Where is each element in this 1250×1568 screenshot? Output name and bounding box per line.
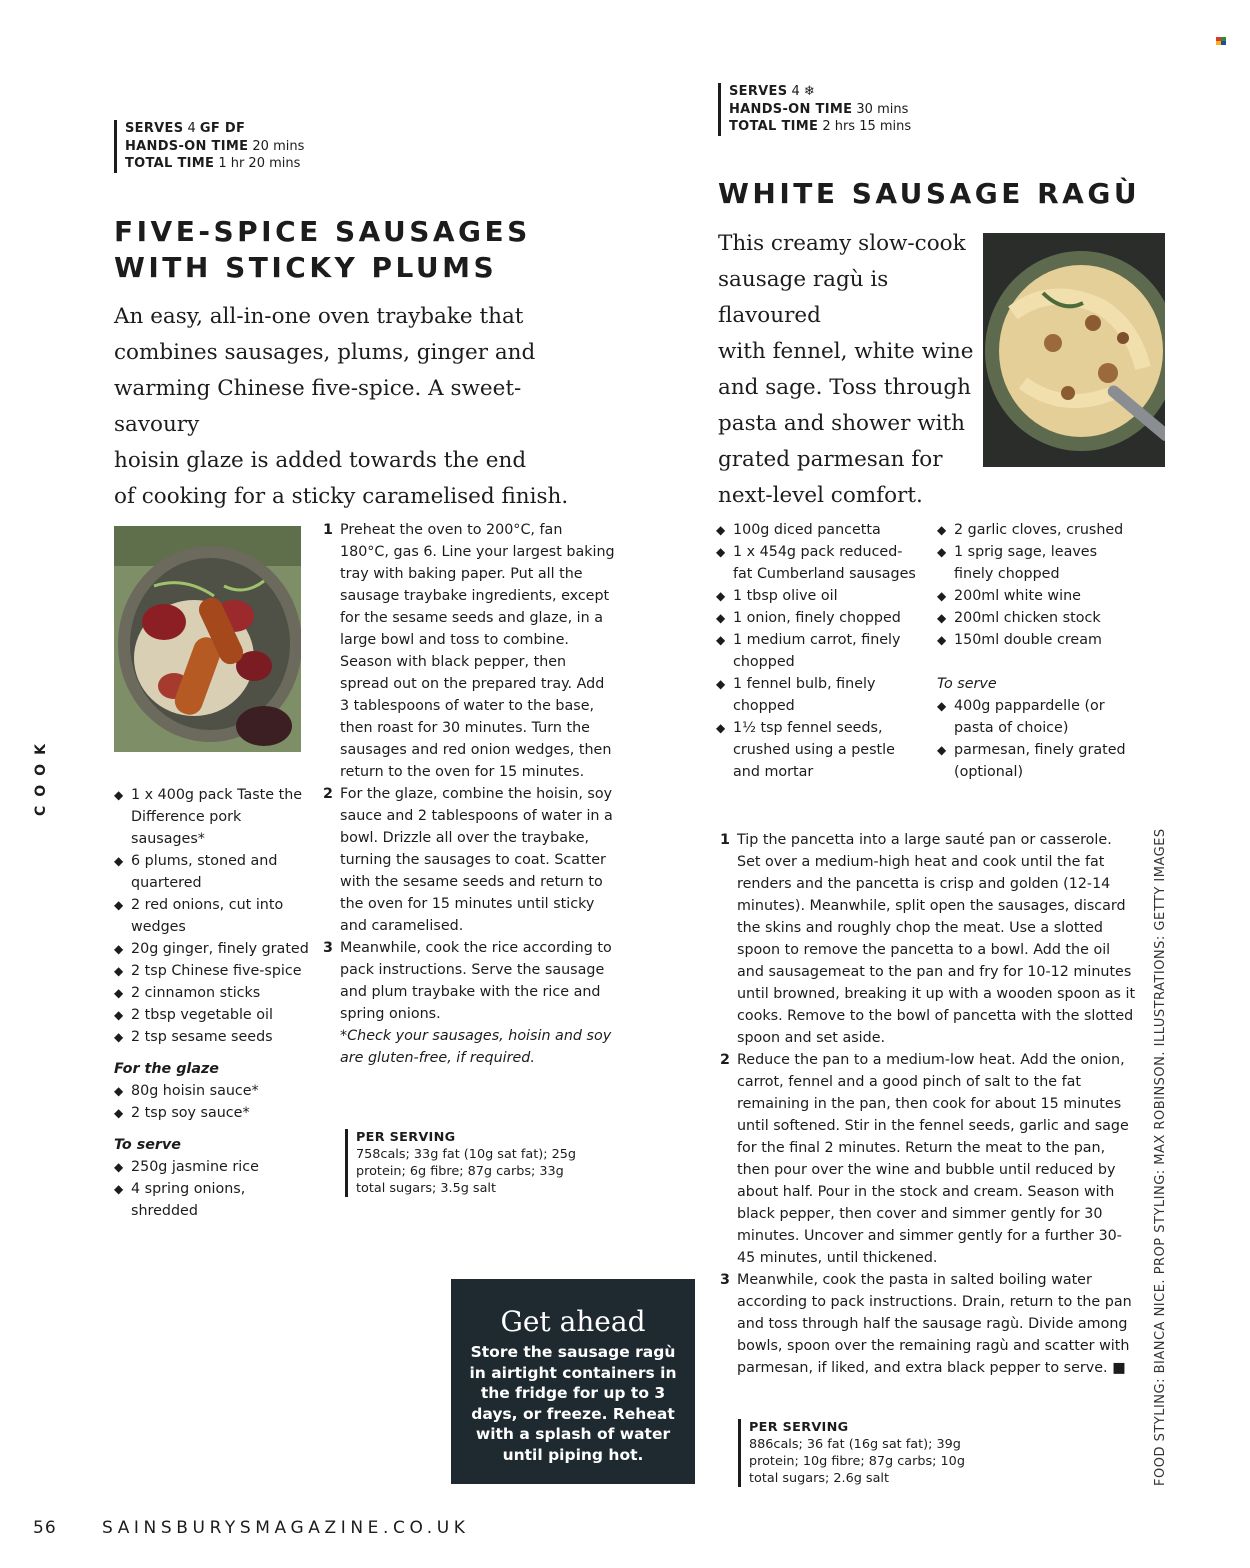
total-time-label: TOTAL TIME xyxy=(125,156,215,171)
intro-line: pasta and shower with xyxy=(718,411,965,436)
step-text: Meanwhile, cook the pasta in salted boiling water according to pack instructions. Drain, return to the pan and toss through half the sausage ragù. Divide among bowls, spoon over the remaining ragù and scatter with parmesan, if liked, and extra black pepper to serve. xyxy=(737,1272,1132,1376)
intro-line: combines sausages, plums, ginger and xyxy=(114,340,536,365)
serve-heading: To serve xyxy=(114,1137,181,1153)
serves-label: SERVES xyxy=(125,121,184,136)
step-text: Tip the pancetta into a large sauté pan or casserole. Set over a medium-high heat and cook until the fat renders and the pancetta is crisp and golden (12-14 minutes). Meanwhile, split open the sausages, discard the skins and roughly chop the meat. Use a slotted spoon to remove the pancetta to a bowl. Add the oil and sausagemeat to the pan and fry for 10-12 minutes until browned, breaking it up with a wooden spoon as it cooks. Remove to the bowl of pancetta with the slotted spoon and set aside. xyxy=(737,832,1136,1046)
intro-line: hoisin glaze is added towards the end xyxy=(114,448,527,473)
method-step xyxy=(323,937,615,1025)
hands-on-label: HANDS-ON TIME xyxy=(125,138,249,154)
step-text: Reduce the pan to a medium-low heat. Add the onion, carrot, fennel and a good pinch of salt to the fat remaining in the pan, then cook for about 15 minutes until softened. Stir in the fennel seeds, garlic and sage for the final 2 minutes. Return the meat to the pan, then pour over the wine and bubble until reduced by about half. Pour in the stock and cream. Season with black pepper, then cover and simmer gently for 30 minutes. Uncover and simmer gently for a further 30-45 minutes, until thickened. xyxy=(737,1052,1129,1266)
step-text: For the glaze, combine the hoisin, soy sauce and 2 tablespoons of water in a bowl. Drizzle all over the traybake, turning the sausages to coat. Scatter with the sesame seeds and return to the oven for 15 minutes until sticky and caramelised. xyxy=(340,786,613,934)
ingredient-item: ◆ 2 tbsp vegetable oil xyxy=(114,1004,314,1026)
ingredient-item: ◆ 1 x 400g pack Taste the Difference pork sausages* xyxy=(114,784,314,850)
step-text: Meanwhile, cook the rice according to pack instructions. Serve the sausage and plum traybake with the rice and spring onions. xyxy=(340,940,612,1022)
hands-on-value: 20 mins xyxy=(252,138,305,154)
section-label: COOK xyxy=(33,735,49,816)
ingredient-item: ◆ 1 sprig sage, leaves finely chopped xyxy=(937,541,1137,585)
left-recipe-title xyxy=(114,214,574,286)
magazine-url[interactable]: SAINSBURYSMAGAZINE.CO.UK xyxy=(102,1518,470,1538)
snowflake-icon: ❄ xyxy=(803,84,815,99)
ingredient-item: ◆ 2 garlic cloves, crushed xyxy=(937,519,1137,541)
serves-label: SERVES xyxy=(729,84,788,99)
left-intro xyxy=(114,299,584,515)
ingredient-item: ◆ 20g ginger, finely grated xyxy=(114,938,314,960)
step-number: 1 xyxy=(323,522,333,538)
method-step xyxy=(720,1269,1138,1379)
total-time-value: 2 hrs 15 mins xyxy=(822,119,912,134)
nutrition-text: 758cals; 33g fat (10g sat fat); 25g protein; 6g fibre; 87g carbs; 33g total sugars; 3.5g salt xyxy=(356,1147,577,1196)
serve-item: ◆ 4 spring onions, shredded xyxy=(114,1178,314,1222)
serves-value: 4 xyxy=(791,84,800,99)
step-text: Preheat the oven to 200°C, fan 180°C, gas 6. Line your largest baking tray with baking paper. Put all the sausage traybake ingredients, except for the sesame seeds and glaze, in a large bowl and toss to combine. Season with black pepper, then spread out on the prepared tray. Add 3 tablespoons of water to the base, then roast for 30 minutes. Turn the sausages and red onion wedges, then return to the oven for 15 minutes. xyxy=(340,522,615,780)
nutrition-label: PER SERVING xyxy=(749,1420,849,1435)
nutrition-label: PER SERVING xyxy=(356,1130,456,1145)
ingredient-item: ◆ 100g diced pancetta xyxy=(716,519,916,541)
ingredient-item: ◆ 2 red onions, cut into wedges xyxy=(114,894,314,938)
hands-on-label: HANDS-ON TIME xyxy=(729,101,853,117)
end-mark-icon: ■ xyxy=(1112,1360,1126,1376)
intro-line: next-level comfort. xyxy=(718,483,923,508)
ingredient-item: ◆ 2 tsp sesame seeds xyxy=(114,1026,314,1048)
left-recipe-meta xyxy=(114,120,385,173)
get-ahead-box xyxy=(451,1279,695,1484)
get-ahead-title: Get ahead xyxy=(500,1305,646,1338)
page-number: 56 xyxy=(33,1518,57,1538)
step-number: 2 xyxy=(323,786,333,802)
ingredient-item: ◆ 1 x 454g pack reduced-fat Cumberland sausages xyxy=(716,541,916,585)
right-title: WHITE SAUSAGE RAGÙ xyxy=(718,177,1141,210)
method-step xyxy=(720,1049,1138,1269)
glaze-item: ◆ 80g hoisin sauce* xyxy=(114,1080,314,1102)
right-ingredients-col2 xyxy=(937,519,1137,783)
step-number: 3 xyxy=(720,1272,730,1288)
intro-line: An easy, all-in-one oven traybake that xyxy=(114,304,524,329)
intro-line: sausage ragù is flavoured xyxy=(718,267,889,328)
serves-value: 4 xyxy=(187,121,196,136)
nutrition-text: 886cals; 36 fat (16g sat fat); 39g protein; 10g fibre; 87g carbs; 10g total sugars; 2.6g salt xyxy=(749,1437,965,1486)
step-number: 1 xyxy=(720,832,730,848)
step-number: 2 xyxy=(720,1052,730,1068)
ingredient-item: ◆ 200ml white wine xyxy=(937,585,1137,607)
diet-tags: GF DF xyxy=(199,121,246,136)
ingredient-item: ◆ 1 onion, finely chopped xyxy=(716,607,916,629)
step-number: 3 xyxy=(323,940,333,956)
sausages-plums-photo xyxy=(114,526,301,752)
left-title-line-2: WITH STICKY PLUMS xyxy=(114,251,498,284)
ingredient-item: ◆ 2 tsp Chinese five-spice xyxy=(114,960,314,982)
gluten-free-footnote: *Check your sausages, hoisin and soy are gluten-free, if required. xyxy=(340,1028,612,1066)
method-step xyxy=(323,519,615,783)
serve-item: ◆ 250g jasmine rice xyxy=(114,1156,314,1178)
serve-item: ◆ parmesan, finely grated (optional) xyxy=(937,739,1137,783)
right-method xyxy=(720,829,1138,1379)
method-step xyxy=(323,783,615,937)
left-title-line-1: FIVE-SPICE SAUSAGES xyxy=(114,215,531,248)
intro-line: with fennel, white wine xyxy=(718,339,974,364)
serve-item: ◆ 400g pappardelle (or pasta of choice) xyxy=(937,695,1137,739)
ingredient-item: ◆ 6 plums, stoned and quartered xyxy=(114,850,314,894)
right-recipe-title xyxy=(718,176,1158,212)
sausage-ragu-photo xyxy=(983,233,1165,467)
left-method xyxy=(323,519,615,1069)
ingredient-item: ◆ 1 medium carrot, finely chopped xyxy=(716,629,916,673)
intro-line: grated parmesan for xyxy=(718,447,943,472)
ingredient-item: ◆ 1½ tsp fennel seeds, crushed using a pestle and mortar xyxy=(716,717,916,783)
ingredient-item: ◆ 1 fennel bulb, finely chopped xyxy=(716,673,916,717)
serve-heading: To serve xyxy=(937,676,997,692)
left-ingredients xyxy=(114,784,314,1222)
ingredient-item: ◆ 150ml double cream xyxy=(937,629,1137,651)
intro-line: warming Chinese five-spice. A sweet-savoury xyxy=(114,376,522,437)
right-ingredients-col1 xyxy=(716,519,916,783)
hands-on-value: 30 mins xyxy=(856,101,909,117)
ingredient-item: ◆ 200ml chicken stock xyxy=(937,607,1137,629)
right-recipe-meta xyxy=(718,83,989,136)
intro-line: and sage. Toss through xyxy=(718,375,971,400)
get-ahead-text: Store the sausage ragù in airtight containers in the fridge for up to 3 days, or freeze. Reheat with a splash of water until piping hot. xyxy=(469,1343,677,1464)
method-step xyxy=(720,829,1138,1049)
corner-logo-icon xyxy=(1216,30,1226,38)
glaze-item: ◆ 2 tsp soy sauce* xyxy=(114,1102,314,1124)
total-time-label: TOTAL TIME xyxy=(729,119,819,134)
glaze-heading: For the glaze xyxy=(114,1061,219,1077)
intro-line: of cooking for a sticky caramelised finish. xyxy=(114,484,569,509)
intro-line: This creamy slow-cook xyxy=(718,231,966,256)
right-nutrition xyxy=(738,1419,989,1487)
total-time-value: 1 hr 20 mins xyxy=(218,156,301,171)
right-intro xyxy=(718,226,978,514)
left-nutrition xyxy=(345,1129,596,1197)
ingredient-item: ◆ 1 tbsp olive oil xyxy=(716,585,916,607)
ingredient-item: ◆ 2 cinnamon sticks xyxy=(114,982,314,1004)
photo-credits: FOOD STYLING: BIANCA NICE. PROP STYLING: MAX ROBINSON. ILLUSTRATIONS: GETTY IMAGES xyxy=(1153,828,1168,1486)
